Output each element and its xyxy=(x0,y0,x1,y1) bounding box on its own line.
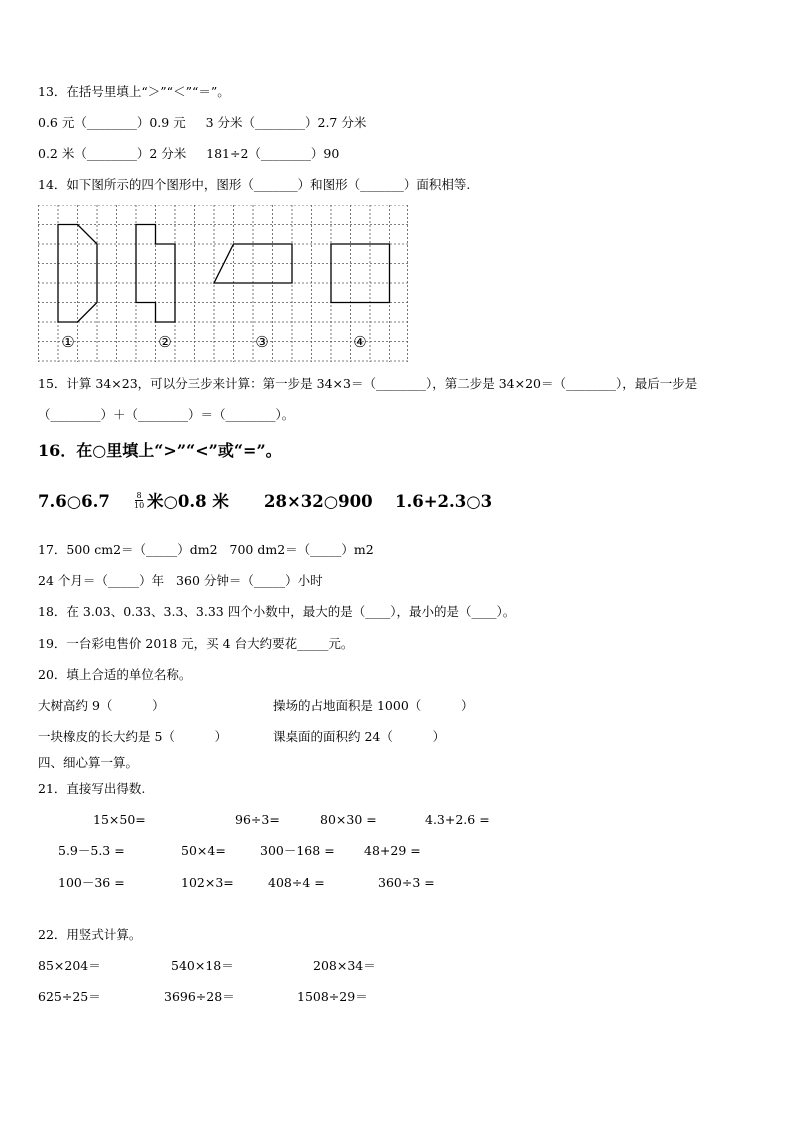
shape-label-2: ② xyxy=(158,333,172,351)
q21-r2-c4: 48+29 = xyxy=(364,843,421,858)
shape-4 xyxy=(331,244,390,303)
q22-r2-c3: 1508÷29＝ xyxy=(297,989,368,1004)
shape-grid-svg xyxy=(38,205,408,362)
q15-line1: 15．计算 34×23，可以分三步来计算：第一步是 34×3＝（________），第二步是 34×20＝（________），最后一步是 xyxy=(38,376,698,391)
q17-line1: 17．500 cm2＝（_____）dm2 700 dm2＝（_____）m2 xyxy=(38,542,374,557)
q13-line2: 0.2 米（________）2 分米 181÷2（________）90 xyxy=(38,146,340,161)
shape-grid-figure xyxy=(38,205,408,362)
q14-title: 14．如下图所示的四个图形中，图形（_______）和图形（_______）面积相等. xyxy=(38,177,471,192)
q13-line1: 0.6 元（________）0.9 元 3 分米（________）2.7 分米 xyxy=(38,115,367,130)
q21-r3-c3: 408÷4 = xyxy=(268,875,325,890)
q16-item-3: 28×32○900 xyxy=(264,492,373,511)
q16-item-4: 1.6+2.3○3 xyxy=(395,492,493,511)
q20-item-a: 大树高约 9（ ） xyxy=(38,698,165,713)
q21-r2-c2: 50×4= xyxy=(181,843,226,858)
q13-title: 13．在括号里填上“＞”“＜”“＝”。 xyxy=(38,84,230,99)
q21-r1-c1: 15×50= xyxy=(93,812,146,827)
q22-r2-c2: 3696÷28＝ xyxy=(164,989,235,1004)
shape-label-4: ④ xyxy=(353,333,367,351)
q15-line2: （________）＋（________）＝（________）。 xyxy=(38,407,295,422)
q17-line2: 24 个月＝（_____）年 360 分钟＝（_____）小时 xyxy=(38,573,323,588)
q21-r1-c4: 4.3+2.6 = xyxy=(425,812,490,827)
shape-label-1: ① xyxy=(61,333,75,351)
q21-r1-c2: 96÷3= xyxy=(235,812,280,827)
q20-item-d: 课桌面的面积约 24（ ） xyxy=(273,729,446,744)
q20-item-b: 操场的占地面积是 1000（ ） xyxy=(273,698,474,713)
q19-text: 19．一台彩电售价 2018 元，买 4 台大约要花_____元。 xyxy=(38,636,354,651)
fraction-denominator: 10 xyxy=(134,501,145,510)
q21-r2-c3: 300－168 = xyxy=(260,843,335,858)
q21-title: 21．直接写出得数. xyxy=(38,781,146,796)
section-4-heading: 四、细心算一算。 xyxy=(38,755,139,770)
q22-r1-c2: 540×18＝ xyxy=(171,958,234,973)
q22-title: 22．用竖式计算。 xyxy=(38,927,142,942)
q16-item-2: 米○0.8 米 xyxy=(147,492,229,511)
q22-r2-c1: 625÷25＝ xyxy=(38,989,101,1004)
q21-r3-c4: 360÷3 = xyxy=(378,875,435,890)
q22-r1-c3: 208×34＝ xyxy=(313,958,376,973)
q21-r1-c3: 80×30 = xyxy=(320,812,377,827)
q18-text: 18．在 3.03、0.33、3.3、3.33 四个小数中，最大的是（____），最小的是（____）。 xyxy=(38,604,516,619)
q21-r3-c1: 100－36 = xyxy=(58,875,125,890)
shape-label-3: ③ xyxy=(255,333,269,351)
q16-title: 16．在○里填上“>”“<”或“=”。 xyxy=(38,441,282,460)
q16-fraction xyxy=(134,491,144,510)
q20-title: 20．填上合适的单位名称。 xyxy=(38,667,192,682)
q22-r1-c1: 85×204＝ xyxy=(38,958,101,973)
q21-r2-c1: 5.9－5.3 = xyxy=(58,843,125,858)
q16-item-1: 7.6○6.7 xyxy=(38,492,110,511)
q21-r3-c2: 102×3= xyxy=(181,875,234,890)
fraction-numerator: 8 xyxy=(136,491,142,500)
q20-item-c: 一块橡皮的长大约是 5（ ） xyxy=(38,729,228,744)
